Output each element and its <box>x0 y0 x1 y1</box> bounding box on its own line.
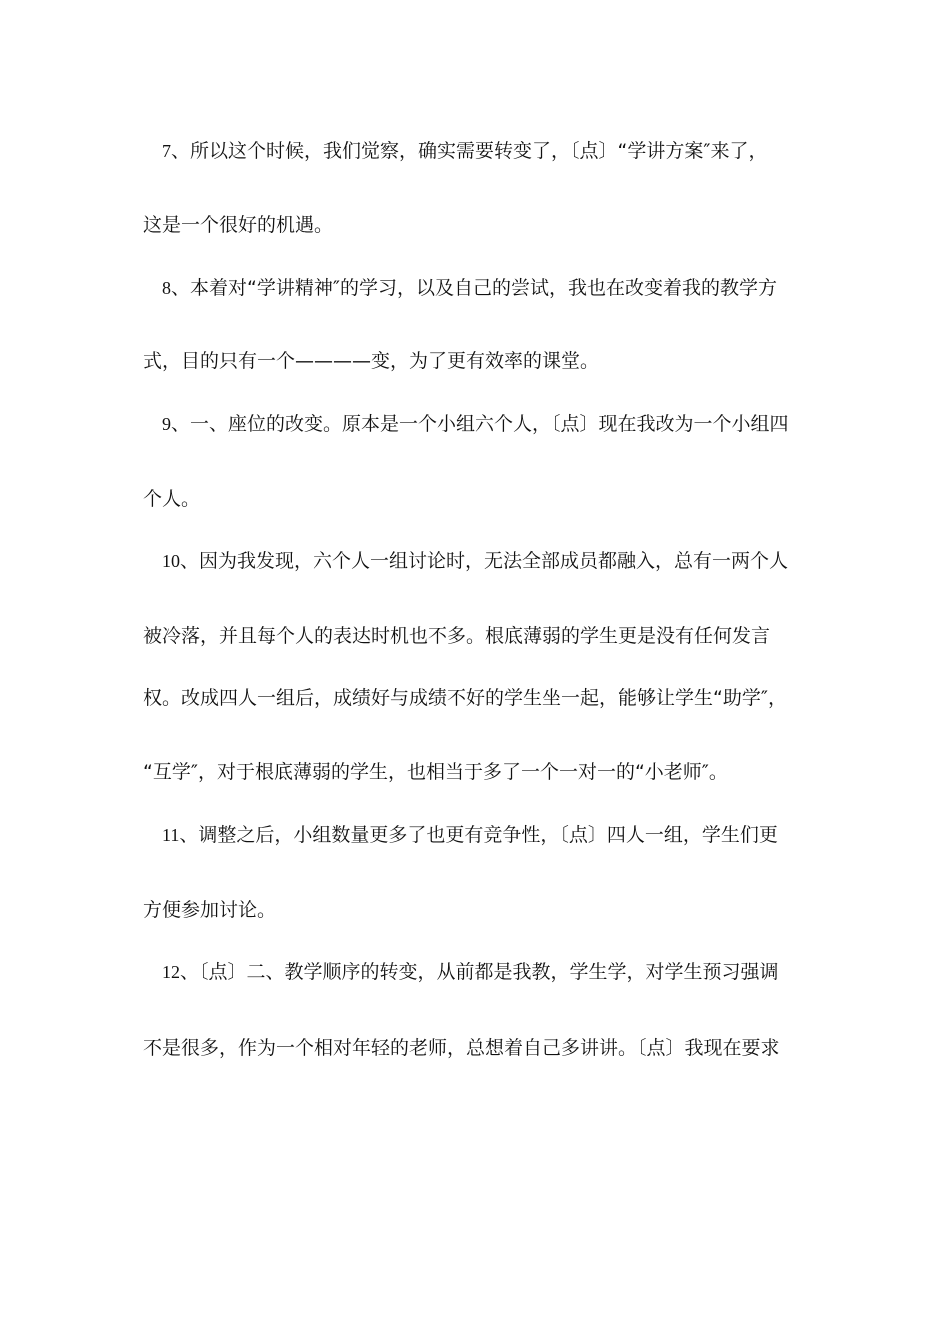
paragraph-number: 10 <box>162 551 180 571</box>
paragraph-text: 、〔点〕二、教学顺序的转变，从前都是我教，学生学，对学生预习强调 <box>180 961 779 983</box>
paragraph-text: 方便参加讨论。 <box>143 899 277 921</box>
paragraph-text: 被冷落，并且每个人的表达时机也不多。根底薄弱的学生更是没有任何发言 <box>143 625 771 647</box>
paragraph-number: 12 <box>162 962 180 982</box>
paragraph-text: 、一、座位的改变。原本是一个小组六个人，〔点〕现在我改为一个小组四 <box>171 413 789 435</box>
paragraph-text: 这是一个很好的机遇。 <box>143 214 334 236</box>
paragraph-text: 、所以这个时候，我们觉察，确实需要转变了，〔点〕“学讲方案″来了， <box>171 140 768 162</box>
paragraph-9-line-1 <box>0 409 950 439</box>
paragraph-text: 权。改成四人一组后，成绩好与成绩不好的学生坐一起，能够让学生“助学″， <box>143 687 787 709</box>
paragraph-number: 7 <box>162 141 171 161</box>
paragraph-text: 、本着对“学讲精神″的学习，以及自己的尝试，我也在改变着我的教学方 <box>171 277 777 299</box>
paragraph-text: 式，目的只有一个————变，为了更有效率的课堂。 <box>143 350 600 372</box>
paragraph-11-line-1 <box>0 820 950 850</box>
paragraph-text: 个人。 <box>143 488 201 510</box>
paragraph-number: 8 <box>162 278 171 298</box>
paragraph-8-line-1 <box>0 273 950 303</box>
paragraph-10-line-2 <box>0 621 950 651</box>
paragraph-11-line-2 <box>0 895 950 925</box>
paragraph-text: 不是很多，作为一个相对年轻的老师，总想着自己多讲讲。〔点〕我现在要求 <box>143 1037 780 1059</box>
paragraph-number: 9 <box>162 414 171 434</box>
paragraph-7-line-2 <box>0 210 950 240</box>
paragraph-number: 11 <box>162 825 180 845</box>
paragraph-10-line-1 <box>0 546 950 576</box>
paragraph-10-line-3 <box>0 683 950 713</box>
paragraph-text: 、调整之后，小组数量更多了也更有竞争性，〔点〕四人一组，学生们更 <box>179 824 778 846</box>
paragraph-12-line-2 <box>0 1033 950 1063</box>
paragraph-10-line-4 <box>0 757 950 787</box>
paragraph-9-line-2 <box>0 484 950 514</box>
paragraph-text: “互学″，对于根底薄弱的学生，也相当于多了一个一对一的“小老师″。 <box>143 761 728 783</box>
paragraph-text: 、因为我发现，六个人一组讨论时，无法全部成员都融入，总有一两个人 <box>180 550 789 572</box>
paragraph-8-line-2 <box>0 346 950 376</box>
paragraph-7-line-1 <box>0 136 950 166</box>
paragraph-12-line-1 <box>0 957 950 987</box>
